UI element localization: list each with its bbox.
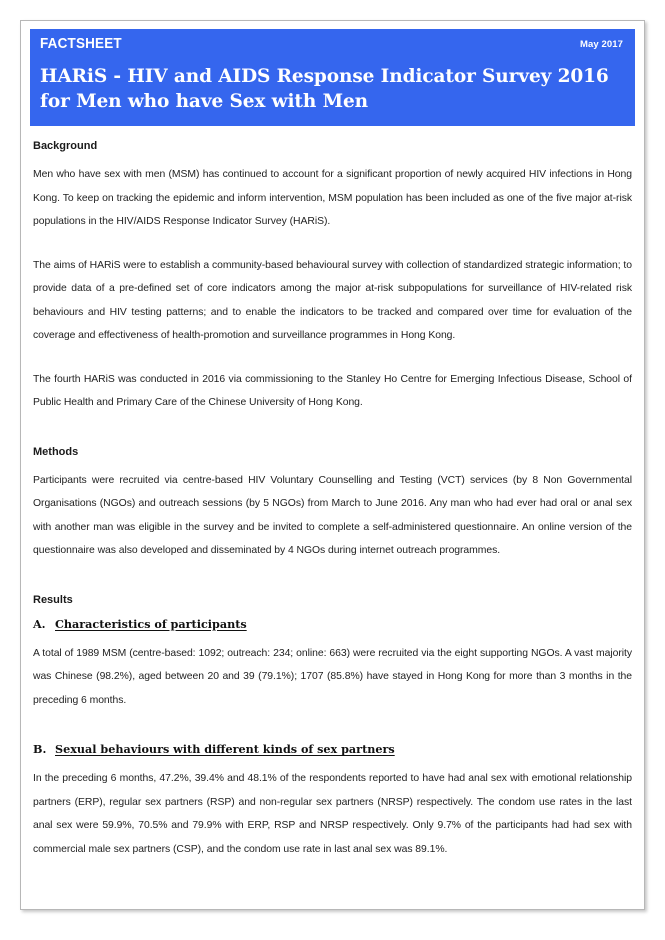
banner-top-row [40,36,625,55]
spacer [33,153,632,163]
subsection-heading-a [33,617,632,632]
heading-methods: Methods [33,445,79,458]
subsection-marker-a: A. [33,616,46,631]
factsheet-banner [30,29,635,126]
document-body [21,139,644,861]
background-paragraph-2: The aims of HARiS were to establish a community-based behavioural survey with collection of standardized strategic information; to provide data of a pre-defined set of core indicators among the major at-risk subpopulations for surveillance of HIV-related risk behaviours and HIV testing patterns; and to enable the indicators to be tracked and compared over time for evaluation of the coverage and effectiveness of health-promotion and surveillance programmes in Hong Kong. [33,259,632,341]
heading-background: Background [33,140,98,152]
methods-paragraph-1: Participants were recruited via centre-based HIV Voluntary Counselling and Testing (VCT) services (by 8 Non Governmental Organisations (NGOs) and outreach sessions (by 5 NGOs) from March to June 2016. Any man who had ever had oral or anal sex with another man was eligible in the survey and be invited to complete a self-administered questionnaire. An online version of the questionnaire was also developed and disseminated by 4 NGOs during internet outreach programmes. [33,474,632,556]
spacer [33,563,632,593]
spacer [33,348,632,368]
document-page [20,20,645,910]
spacer [33,712,632,742]
background-paragraph-1: Men who have sex with men (MSM) has continued to account for a significant proportion of newly acquired HIV infections in Hong Kong. To keep on tracking the epidemic and inform intervention, MSM population has been included as one of the five major at-risk populations in the HIV/AIDS Response Indicator Survey (HARiS). [33,169,632,227]
spacer [33,459,632,469]
spacer [33,607,632,617]
spacer [33,415,632,445]
subsection-heading-b [33,742,632,757]
factsheet-label: FACTSHEET [40,36,122,52]
heading-results: Results [33,593,73,606]
subsection-a-paragraph-1: A total of 1989 MSM (centre-based: 1092; outreach: 234; online: 663) were recruited via the eight supporting NGOs. A vast majority was Chinese (98.2%), aged between 20 and 39 (79.1%); 1707 (85.8%) have stayed in Hong Kong for more than 3 months in the preceding 6 months. [33,647,632,706]
page-title: HARiS - HIV and AIDS Response Indicator Survey 2016 for Men who have Sex with Men [40,66,609,112]
subsection-marker-b: B. [33,742,47,756]
spacer [33,757,632,767]
spacer [33,234,632,254]
issue-date: May 2017 [579,39,623,50]
spacer [33,632,632,642]
subsection-title-b: Sexual behaviours with different kinds of sex partners [55,742,395,756]
subsection-title-a: Characteristics of participants [55,616,247,631]
subsection-b-paragraph-1: In the preceding 6 months, 47.2%, 39.4% and 48.1% of the respondents reported to have had anal sex with emotional relationship partners (ERP), regular sex partners (RSP) and non-regular sex partners (NRSP) respectively. The condom use rates in the last anal sex were 59.9%, 70.5% and 79.9% with ERP, RSP and NRSP respectively. Only 9.7% of the participants had had sex with commercial male sex partners (CSP), and the condom use rate in last anal sex was 89.1%. [33,773,632,855]
background-paragraph-3: The fourth HARiS was conducted in 2016 via commissioning to the Stanley Ho Centre for Emerging Infectious Disease, School of Public Health and Primary Care of the Chinese University of Hong Kong. [33,373,632,408]
